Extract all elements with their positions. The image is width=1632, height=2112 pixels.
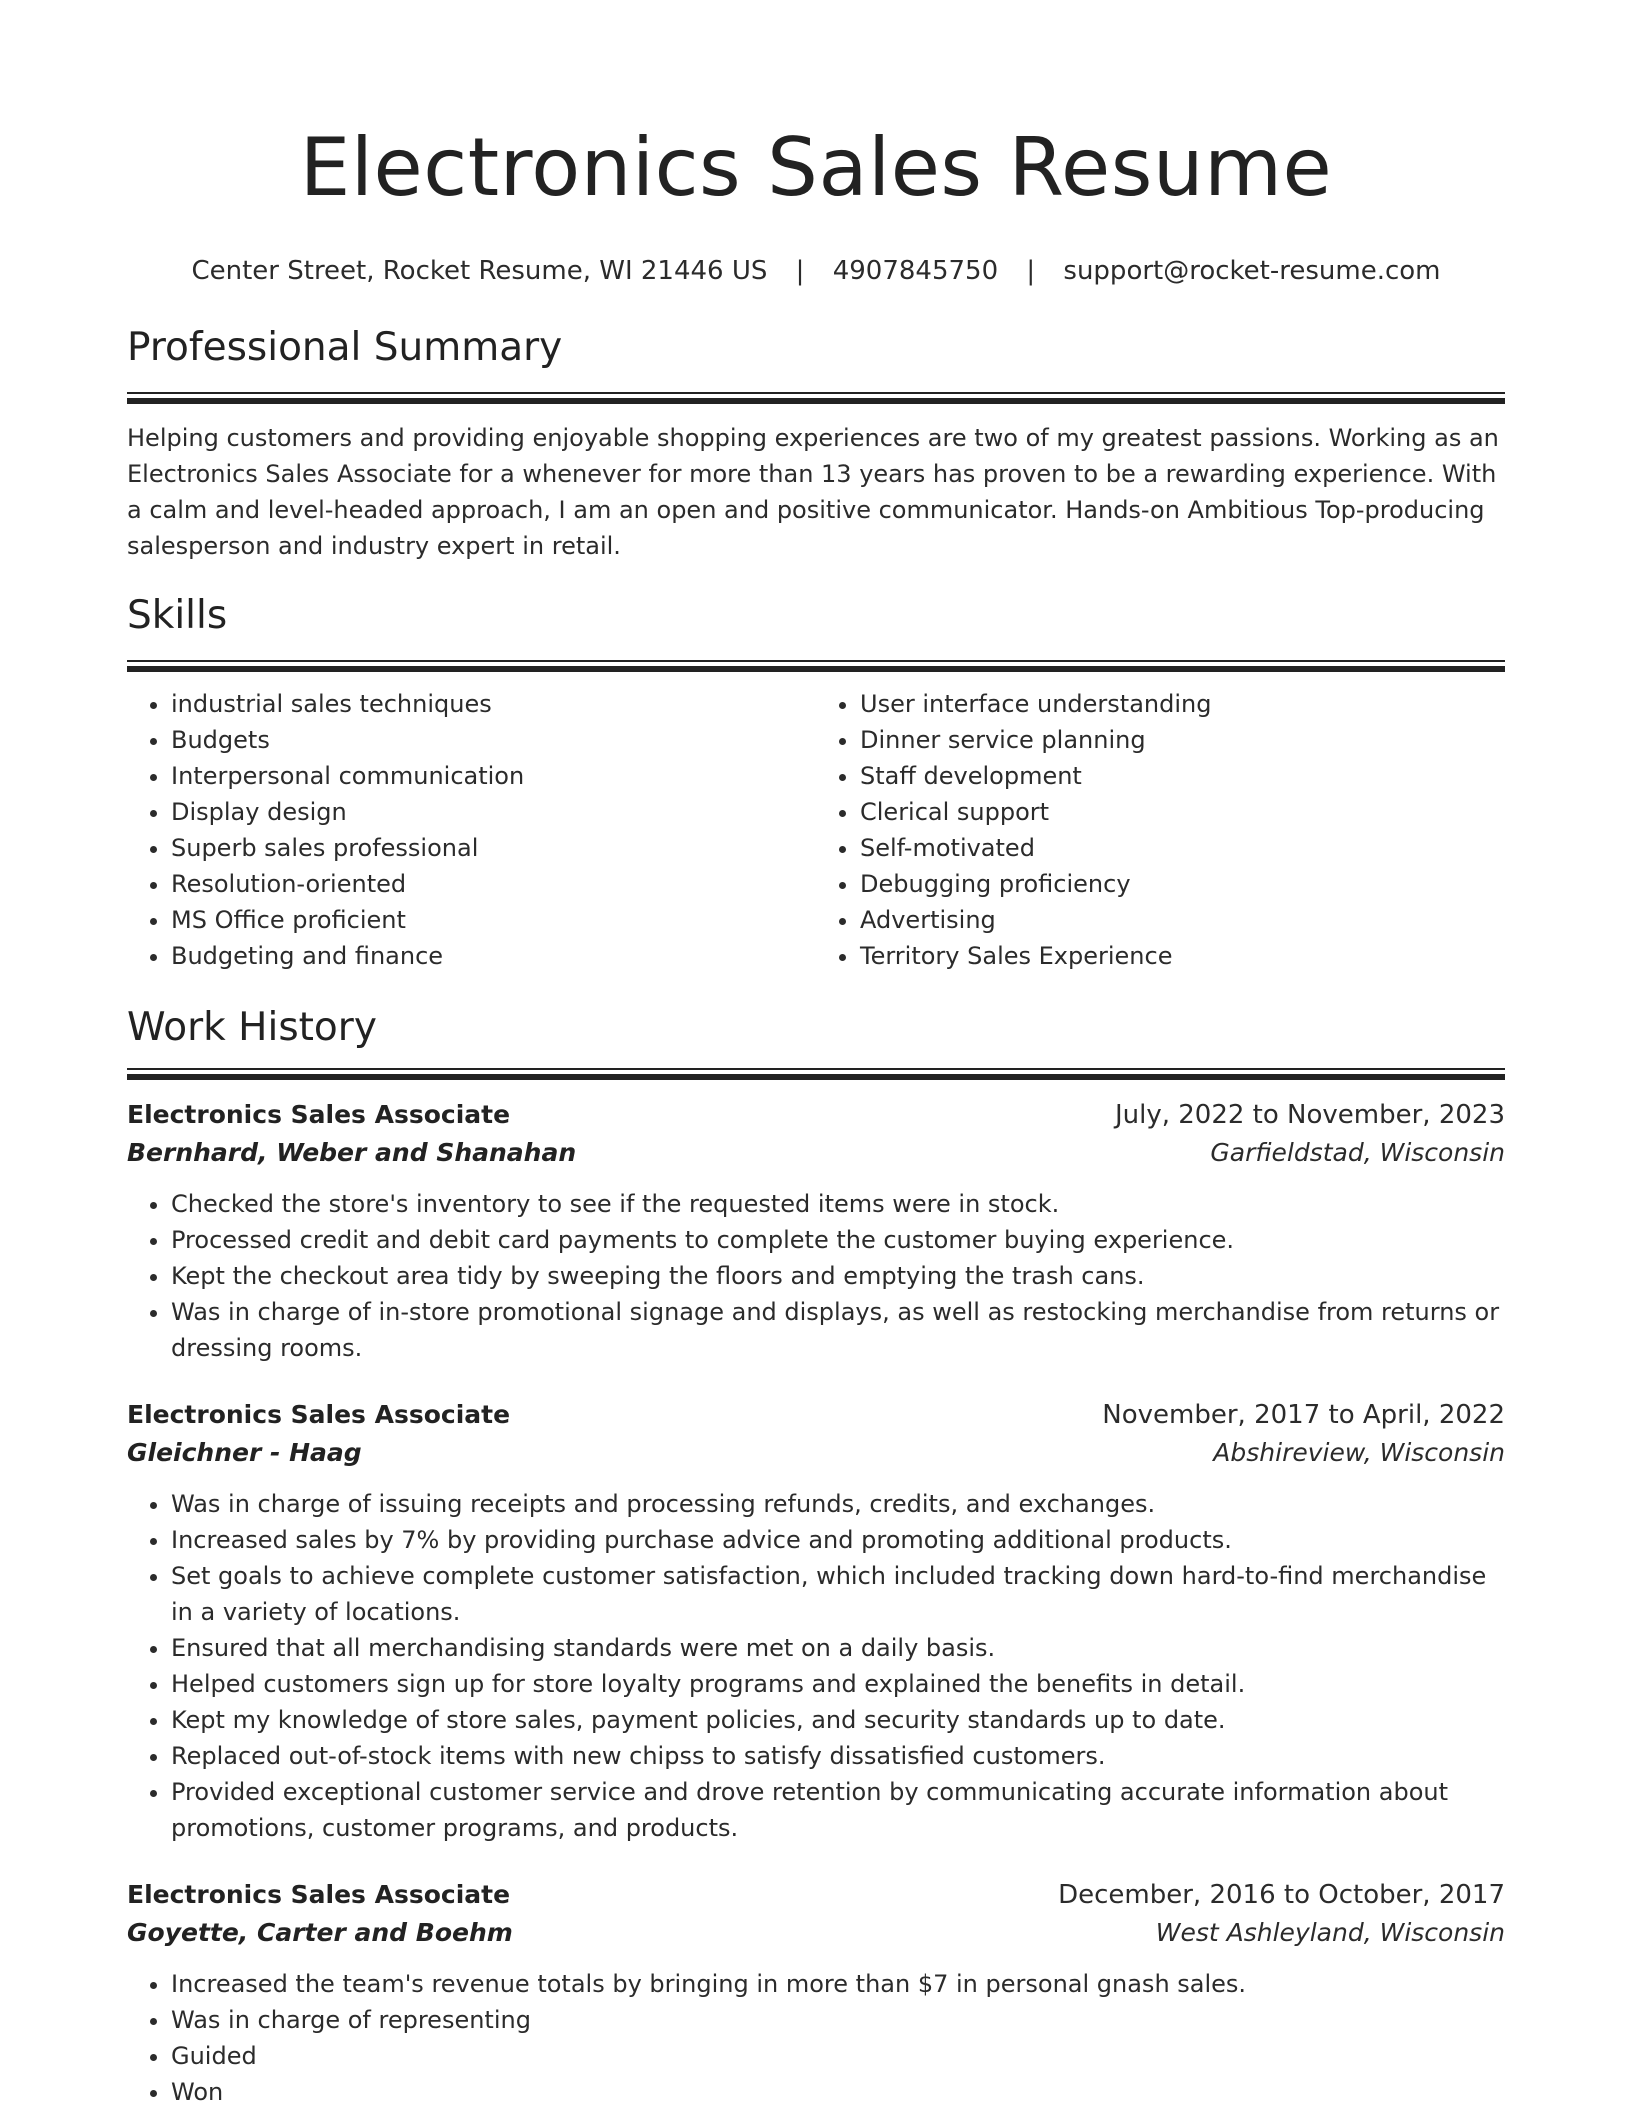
job-location: Abshireview, Wisconsin — [1213, 1438, 1505, 1467]
skill-item: • User interface understanding — [860, 686, 1505, 722]
job-company: Gleichner - Haag — [127, 1438, 362, 1467]
job-bullet: • Kept my knowledge of store sales, payment policies, and security standards up to date. — [171, 1702, 1505, 1738]
work-heading: Work History — [127, 1005, 377, 1050]
summary-text: Helping customers and providing enjoyable shopping experiences are two of my greatest passions. Working as an Electronics Sales Associate for a whenever for more than 13 years has proven to be a rewarding experience. With a calm and level-headed approach, I am an open and positive communicator. Hands-on Ambitious Top-producing salesperson and industry expert in retail. — [127, 424, 1499, 560]
job-bullet: • Guided — [171, 2038, 1505, 2074]
contact-separator: | — [795, 256, 805, 286]
skill-item: • Superb sales professional — [171, 830, 816, 866]
section-divider — [127, 1068, 1505, 1080]
job-header-row — [127, 1396, 1505, 1434]
work-section-header — [127, 1004, 1505, 1080]
job-dates: July, 2022 to November, 2023 — [1114, 1100, 1505, 1130]
summary-section-header — [127, 324, 1505, 404]
job-header-row — [127, 1876, 1505, 1914]
job-bullets — [127, 1966, 1505, 2110]
job-header-row — [127, 1096, 1505, 1134]
job-bullet: • Was in charge of issuing receipts and processing refunds, credits, and exchanges. — [171, 1486, 1505, 1522]
job-bullet: • Helped customers sign up for store loyalty programs and explained the benefits in detail. — [171, 1666, 1505, 1702]
skills-heading: Skills — [127, 593, 228, 638]
job-company: Goyette, Carter and Boehm — [127, 1918, 513, 1947]
job-company-row — [127, 1914, 1505, 1952]
job-bullet: • Won — [171, 2074, 1505, 2110]
job-bullet: • Ensured that all merchandising standards were met on a daily basis. — [171, 1630, 1505, 1666]
skill-item: • Advertising — [860, 902, 1505, 938]
job-title: Electronics Sales Associate — [127, 1100, 511, 1129]
section-divider — [127, 392, 1505, 404]
skills-column-right — [816, 686, 1505, 974]
resume-title: Electronics Sales Resume — [299, 121, 1333, 214]
skills-section-header — [127, 592, 1505, 672]
skill-item: • Budgeting and finance — [171, 938, 816, 974]
contact-email: support@rocket-resume.com — [1063, 256, 1441, 286]
skill-item: • Dinner service planning — [860, 722, 1505, 758]
job-dates: November, 2017 to April, 2022 — [1102, 1400, 1505, 1430]
job-bullet: • Set goals to achieve complete customer satisfaction, which included tracking down hard-to-find merchandise in a variety of locations. — [171, 1558, 1505, 1630]
job-bullet: • Replaced out-of-stock items with new chipss to satisfy dissatisfied customers. — [171, 1738, 1505, 1774]
contact-address: Center Street, Rocket Resume, WI 21446 US — [191, 256, 768, 286]
job-bullet: • Increased sales by 7% by providing purchase advice and promoting additional products. — [171, 1522, 1505, 1558]
job-bullet: • Provided exceptional customer service and drove retention by communicating accurate information about promotions, customer programs, and products. — [171, 1774, 1505, 1846]
skill-item: • industrial sales techniques — [171, 686, 816, 722]
job-dates: December, 2016 to October, 2017 — [1058, 1880, 1505, 1910]
contact-separator: | — [1026, 256, 1036, 286]
contact-phone: 4907845750 — [832, 256, 999, 286]
summary-heading: Professional Summary — [127, 325, 563, 370]
job-company-row — [127, 1134, 1505, 1172]
skill-item: • Self-motivated — [860, 830, 1505, 866]
job-bullet: • Processed credit and debit card payments to complete the customer buying experience. — [171, 1222, 1505, 1258]
job-entry — [127, 1396, 1505, 1846]
job-bullets — [127, 1186, 1505, 1366]
job-company: Bernhard, Weber and Shanahan — [127, 1138, 577, 1167]
job-entry — [127, 1876, 1505, 2110]
job-title: Electronics Sales Associate — [127, 1400, 511, 1429]
skills-column-left — [127, 686, 816, 974]
job-bullets — [127, 1486, 1505, 1846]
job-bullet: • Checked the store's inventory to see if the requested items were in stock. — [171, 1186, 1505, 1222]
section-divider — [127, 660, 1505, 672]
job-bullet: • Kept the checkout area tidy by sweeping the floors and emptying the trash cans. — [171, 1258, 1505, 1294]
job-location: West Ashleyland, Wisconsin — [1155, 1918, 1505, 1947]
skill-item: • Clerical support — [860, 794, 1505, 830]
skill-item: • Display design — [171, 794, 816, 830]
job-bullet: • Was in charge of in-store promotional signage and displays, as well as restocking merchandise from returns or dressing rooms. — [171, 1294, 1505, 1366]
skill-item: • MS Office proficient — [171, 902, 816, 938]
skills-list — [127, 686, 1505, 974]
job-bullet: • Increased the team's revenue totals by bringing in more than $7 in personal gnash sales. — [171, 1966, 1505, 2002]
job-bullet: • Was in charge of representing — [171, 2002, 1505, 2038]
skill-item: • Budgets — [171, 722, 816, 758]
job-location: Garfieldstad, Wisconsin — [1210, 1138, 1505, 1167]
skill-item: • Interpersonal communication — [171, 758, 816, 794]
job-entry — [127, 1096, 1505, 1366]
skill-item: • Resolution-oriented — [171, 866, 816, 902]
job-company-row — [127, 1434, 1505, 1472]
skill-item: • Staff development — [860, 758, 1505, 794]
skill-item: • Debugging proficiency — [860, 866, 1505, 902]
skill-item: • Territory Sales Experience — [860, 938, 1505, 974]
job-title: Electronics Sales Associate — [127, 1880, 511, 1909]
contact-line — [127, 254, 1505, 288]
